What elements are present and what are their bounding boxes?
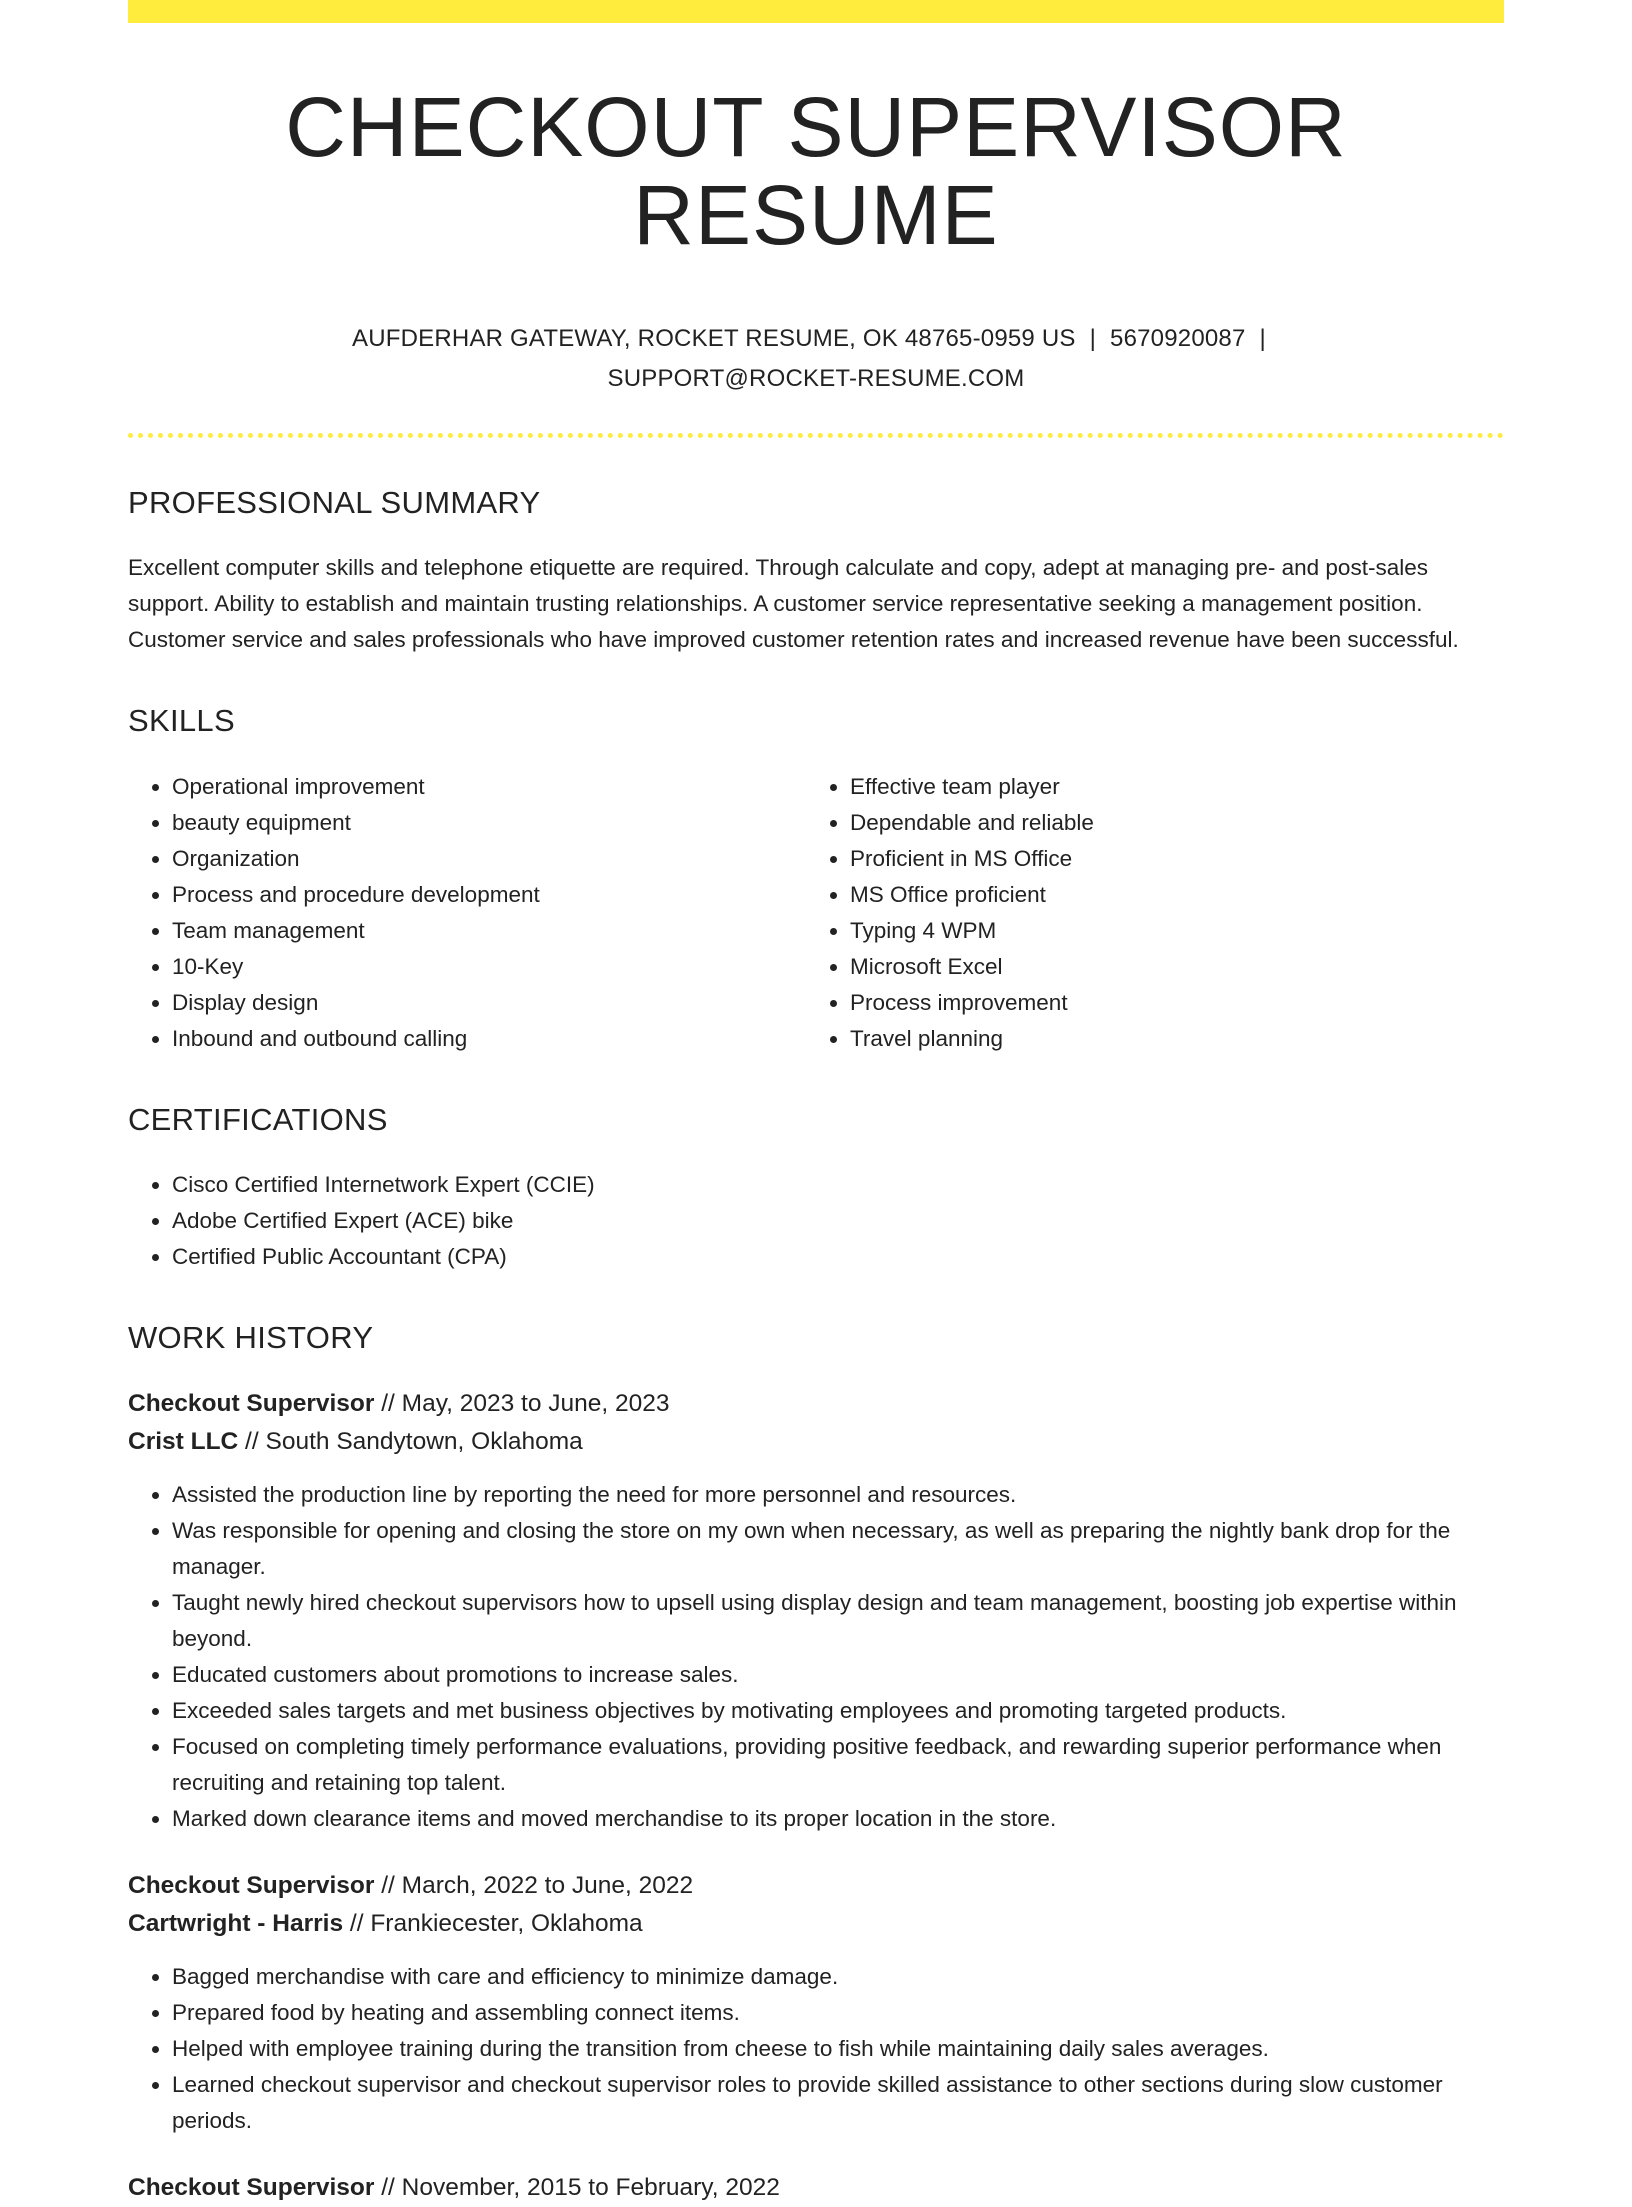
job-header [128,1385,1504,1461]
job-role: Checkout Supervisor [128,1871,375,1899]
certification-item: • Certified Public Accountant (CPA) [172,1239,1504,1275]
job-bullet: • Bagged merchandise with care and efficiency to minimize damage. [172,1959,1504,1995]
job-bullet: • Prepared food by heating and assembling connect items. [172,1995,1504,2031]
job-bullets [128,1477,1504,1837]
job-company: Cartwright - Harris [128,1909,344,1937]
job-bullet: • Was responsible for opening and closing the store on my own when necessary, as well as preparing the nightly bank drop for the manager. [172,1513,1504,1585]
skills-heading: SKILLS [128,703,235,739]
certifications-heading: CERTIFICATIONS [128,1101,388,1137]
dotted-divider [128,433,1504,438]
job-role: Checkout Supervisor [128,2173,375,2201]
job-dates: November, 2015 to February, 2022 [401,2173,780,2201]
certification-item: • Cisco Certified Internetwork Expert (CCIE) [172,1167,1504,1203]
certifications-list [128,1167,1504,1275]
job-bullet: • Learned checkout supervisor and checkout supervisor roles to provide skilled assistance to other sections during slow customer periods. [172,2067,1504,2139]
certification-item: • Adobe Certified Expert (ACE) bike [172,1203,1504,1239]
job-bullet: • Taught newly hired checkout supervisors how to upsell using display design and team management, boosting job expertise within beyond. [172,1585,1504,1657]
skill-item: • Display design [172,985,806,1021]
job-bullet: • Marked down clearance items and moved merchandise to its proper location in the store. [172,1801,1504,1837]
job-location: Frankiecester, Oklahoma [370,1909,643,1937]
skill-item: • MS Office proficient [850,877,1484,913]
skill-item: • Effective team player [850,769,1484,805]
skill-item: • Typing 4 WPM [850,913,1484,949]
job-header [128,1867,1504,1943]
job-bullet: • Exceeded sales targets and met business objectives by motivating employees and promoting targeted products. [172,1693,1504,1729]
contact-separator: | [1089,325,1097,353]
job-dates: May, 2023 to June, 2023 [401,1389,670,1417]
job-entry [128,1867,1504,2139]
contact-address: AUFDERHAR GATEWAY, ROCKET RESUME, OK 48765-0959 US [352,325,1076,353]
contact-phone: 5670920087 [1110,325,1246,353]
skill-item: • Travel planning [850,1021,1484,1057]
contact-info [128,319,1504,399]
resume-page [128,0,1504,2207]
skills-columns [128,769,1504,1057]
contact-separator: | [1259,325,1266,353]
job-bullet: • Focused on completing timely performance evaluations, providing positive feedback, and rewarding superior performance when recruiting and retaining top talent. [172,1729,1504,1801]
job-dates: March, 2022 to June, 2022 [401,1871,694,1899]
job-header [128,2169,1504,2207]
skill-item: • Team management [172,913,806,949]
skill-item: • Microsoft Excel [850,949,1484,985]
job-divider: // [238,1427,266,1455]
work-history-heading: WORK HISTORY [128,1319,374,1355]
job-divider: // [374,2173,402,2201]
skill-item: • Dependable and reliable [850,805,1484,841]
job-bullet: • Educated customers about promotions to increase sales. [172,1657,1504,1693]
skill-item: • 10-Key [172,949,806,985]
page-title: CHECKOUT SUPERVISOR RESUME [285,80,1347,263]
skills-list-left [128,769,806,1057]
job-divider: // [374,1389,402,1417]
skill-item: • Process and procedure development [172,877,806,913]
skill-item: • Inbound and outbound calling [172,1021,806,1057]
skill-item: • Operational improvement [172,769,806,805]
job-entry [128,2169,1504,2207]
skill-item: • Proficient in MS Office [850,841,1484,877]
job-divider: // [343,1909,371,1937]
skill-item: • beauty equipment [172,805,806,841]
job-entry [128,1385,1504,1837]
job-role: Checkout Supervisor [128,1389,375,1417]
job-bullet: • Assisted the production line by reporting the need for more personnel and resources. [172,1477,1504,1513]
summary-text: Excellent computer skills and telephone etiquette are required. Through calculate and copy, adept at managing pre- and post-sales support. Ability to establish and maintain trusting relationships. A customer service representative seeking a management position. Customer service and sales professionals who have improved customer retention rates and increased revenue have been successful. [128,555,1459,653]
skills-list-right [806,769,1484,1057]
summary-heading: PROFESSIONAL SUMMARY [128,485,541,521]
job-company: Crist LLC [128,1427,239,1455]
contact-email[interactable]: SUPPORT@ROCKET-RESUME.COM [607,365,1025,393]
job-location: South Sandytown, Oklahoma [265,1427,583,1455]
skill-item: • Process improvement [850,985,1484,1021]
accent-bar [128,0,1504,23]
skill-item: • Organization [172,841,806,877]
job-bullet: • Helped with employee training during the transition from cheese to fish while maintaining daily sales averages. [172,2031,1504,2067]
job-divider: // [374,1871,402,1899]
